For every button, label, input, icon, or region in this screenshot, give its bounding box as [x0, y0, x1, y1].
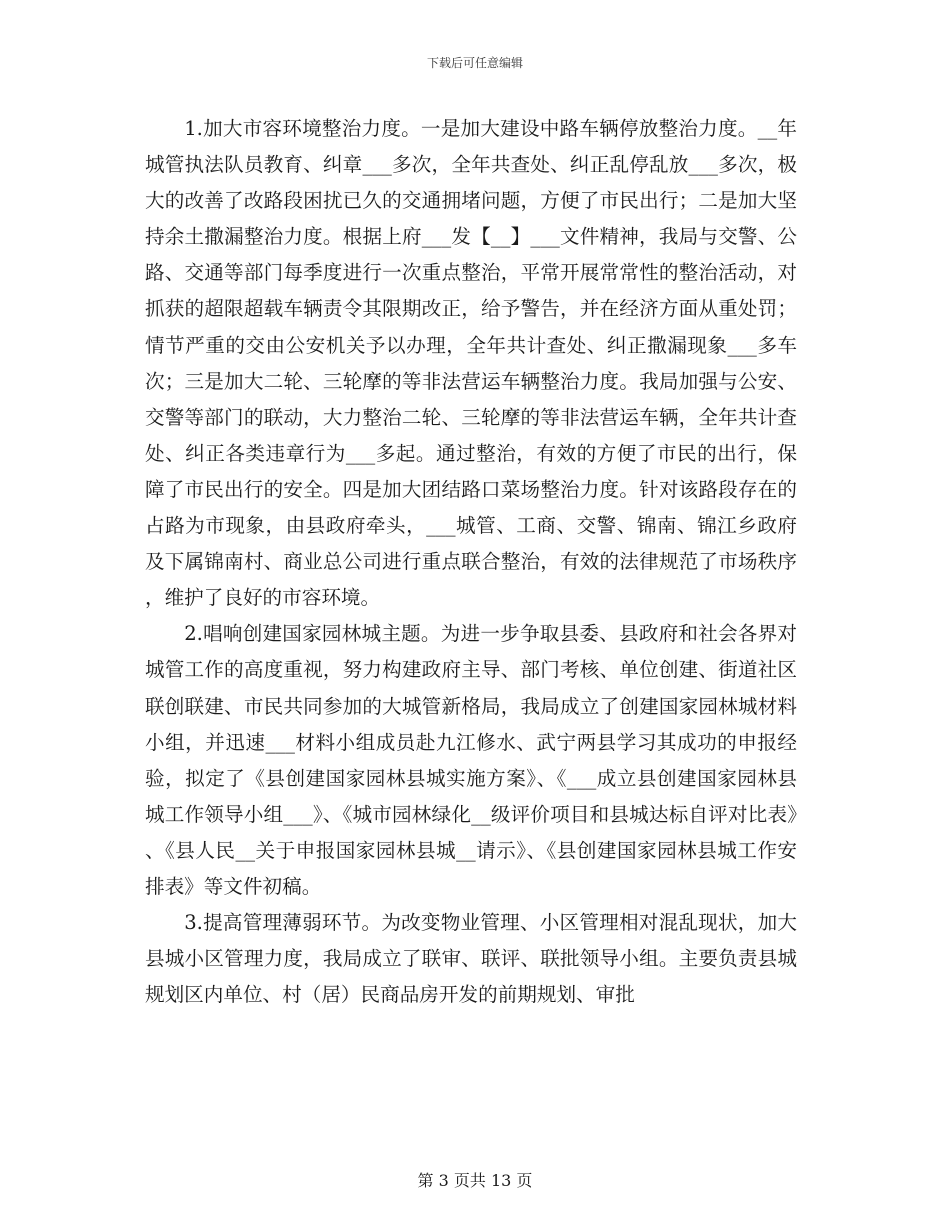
- page-footer: 第 3 页共 13 页: [417, 1171, 533, 1190]
- paragraph-3: 3.提高管理薄弱环节。为改变物业管理、小区管理相对混乱现状，加大县城小区管理力度，我局成立了联审、联评、联批领导小组。主要负责县城规划区内单位、村（居）民商品房开发的前期规划、审批: [145, 911, 797, 1007]
- page-header: 下载后可任意编辑: [426, 56, 523, 70]
- paragraph-1: 1.加大市容环境整治力度。一是加大建设中路车辆停放整治力度。__年城管执法队员教育、纠章___多次，全年共查处、纠正乱停乱放___多次，极大的改善了改路段困扰已久的交通拥堵问题，方便了市民出行；二是加大坚持余土撒漏整治力度。根据上府___发【__】___文件精神，我局与交警、公路、交通等部门每季度进行一次重点整治，平常开展常常性的整治活动，对抓获的超限超载车辆责令其限期改正，给予警告，并在经济方面从重处罚；情节严重的交由公安机关予以办理，全年共计查处、纠正撒漏现象___多车次；三是加大二轮、三轮摩的等非法营运车辆整治力度。我局加强与公安、交警等部门的联动，大力整治二轮、三轮摩的等非法营运车辆，全年共计查处、纠正各类违章行为___多起。通过整治，有效的方便了市民的出行，保障了市民出行的安全。四是加大团结路口菜场整治力度。针对该路段存在的占路为市现象，由县政府牵头，___城管、工商、交警、锦南、锦江乡政府及下属锦南村、商业总公司进行重点联合整治，有效的法律规范了市场秩序，维护了良好的市容环境。: [145, 117, 797, 610]
- document-body: [145, 111, 797, 1013]
- paragraph-2: 2.唱响创建国家园林城主题。为进一步争取县委、县政府和社会各界对城管工作的高度重视，努力构建政府主导、部门考核、单位创建、街道社区联创联建、市民共同参加的大城管新格局，我局成立了创建国家园林城材料小组，并迅速___材料小组成员赴九江修水、武宁两县学习其成功的申报经验，拟定了《县创建国家园林县城实施方案》、《___成立县创建国家园林县城工作领导小组___》、《城市园林绿化__级评价项目和县城达标自评对比表》、《县人民__关于申报国家园林县城__请示》、《县创建国家园林县城工作安排表》等文件初稿。: [145, 622, 797, 898]
